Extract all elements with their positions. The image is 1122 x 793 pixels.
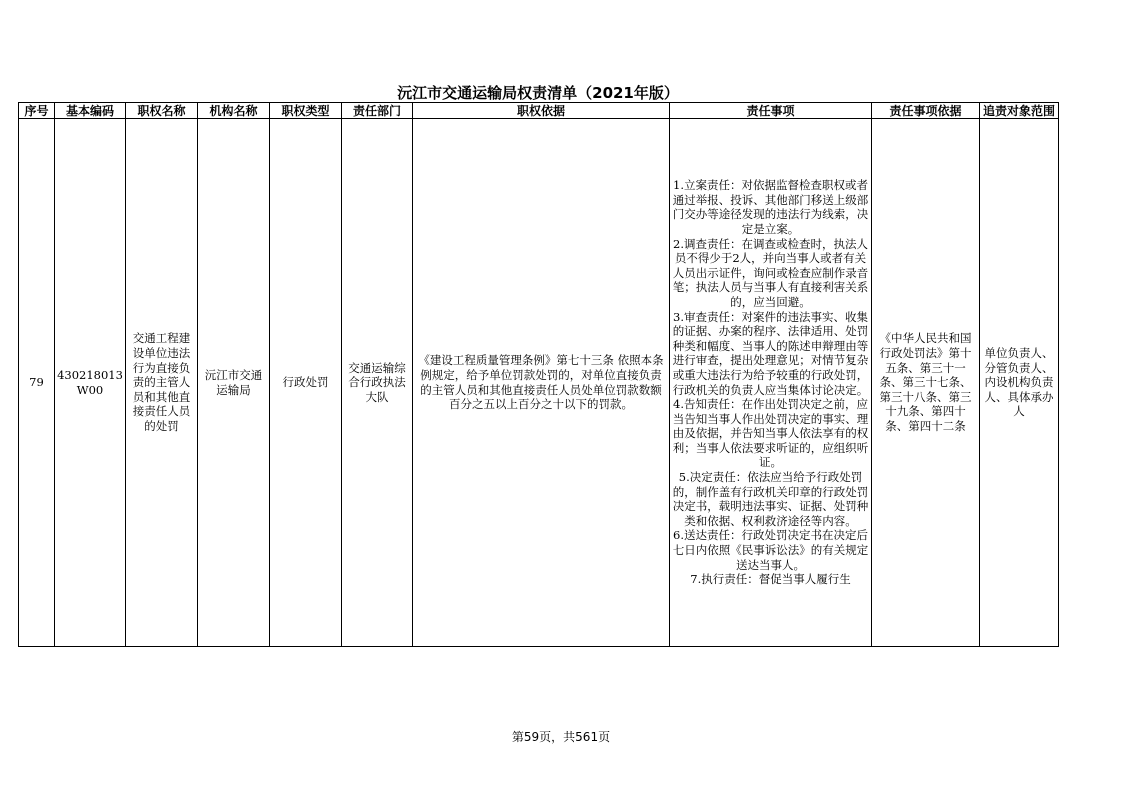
header-code: 基本编码 bbox=[55, 103, 126, 119]
cell-seq: 79 bbox=[19, 119, 55, 647]
cell-duties bbox=[670, 119, 872, 647]
header-org-name: 机构名称 bbox=[198, 103, 270, 119]
header-basis: 职权依据 bbox=[413, 103, 670, 119]
table-row bbox=[19, 119, 1059, 647]
cell-org-name: 沅江市交通运输局 bbox=[198, 119, 270, 647]
cell-dept: 交通运输综合行政执法大队 bbox=[342, 119, 413, 647]
duty-item-1: 1.立案责任：对依据监督检查职权或者通过举报、投诉、其他部门移送上级部门交办等途径发现的违法行为线索，决定是立案。 bbox=[672, 178, 869, 236]
cell-code: 430218013W00 bbox=[55, 119, 126, 647]
header-duties: 责任事项 bbox=[670, 103, 872, 119]
cell-duty-basis: 《中华人民共和国行政处罚法》第十五条、第三十一条、第三十七条、第三十八条、第三十九条、第四十条、第四十二条 bbox=[872, 119, 980, 647]
header-power-name: 职权名称 bbox=[126, 103, 198, 119]
header-dept: 责任部门 bbox=[342, 103, 413, 119]
header-power-type: 职权类型 bbox=[270, 103, 342, 119]
table-header-row bbox=[19, 103, 1059, 119]
duty-item-3: 3.审查责任：对案件的违法事实、收集的证据、办案的程序、法律适用、处罚种类和幅度、当事人的陈述申辩理由等进行审查，提出处理意见；对情节复杂或重大违法行为给予较重的行政处罚，行政机关的负责人应当集体讨论决定。 bbox=[672, 309, 869, 397]
cell-accountability: 单位负责人、分管负责人、内设机构负责人、具体承办人 bbox=[980, 119, 1059, 647]
duty-item-6: 6.送达责任：行政处罚决定书在决定后七日内依照《民事诉讼法》的有关规定送达当事人。 bbox=[672, 528, 869, 572]
header-duty-basis: 责任事项依据 bbox=[872, 103, 980, 119]
duty-item-5: 5.决定责任：依法应当给予行政处罚的，制作盖有行政机关印章的行政处罚决定书，载明违法事实、证据、处罚种类和依据、权利救济途径等内容。 bbox=[672, 470, 869, 528]
cell-basis: 《建设工程质量管理条例》第七十三条 依照本条例规定，给予单位罚款处罚的，对单位直接负责的主管人员和其他直接责任人员处单位罚款数额百分之五以上百分之十以下的罚款。 bbox=[413, 119, 670, 647]
duty-item-7: 7.执行责任：督促当事人履行生 bbox=[690, 572, 851, 587]
cell-power-type: 行政处罚 bbox=[270, 119, 342, 647]
page-number: 第59页，共561页 bbox=[511, 730, 611, 744]
power-list-table bbox=[18, 102, 1059, 647]
cell-power-name: 交通工程建设单位违法行为直接负责的主管人员和其他直接责任人员的处罚 bbox=[126, 119, 198, 647]
header-seq: 序号 bbox=[19, 103, 55, 119]
header-accountability: 追责对象范围 bbox=[980, 103, 1059, 119]
duty-item-2: 2.调查责任：在调查或检查时，执法人员不得少于2人，并向当事人或者有关人员出示证件，询问或检查应制作录音笔；执法人员与当事人有直接利害关系的，应当回避。 bbox=[672, 236, 869, 309]
duty-item-4: 4.告知责任：在作出处罚决定之前，应当告知当事人作出处罚决定的事实、理由及依据，并告知当事人依法享有的权利；当事人依法要求听证的，应组织听证。 bbox=[672, 397, 869, 470]
document-title: 沅江市交通运输局权责清单（2021年版） bbox=[397, 84, 679, 102]
